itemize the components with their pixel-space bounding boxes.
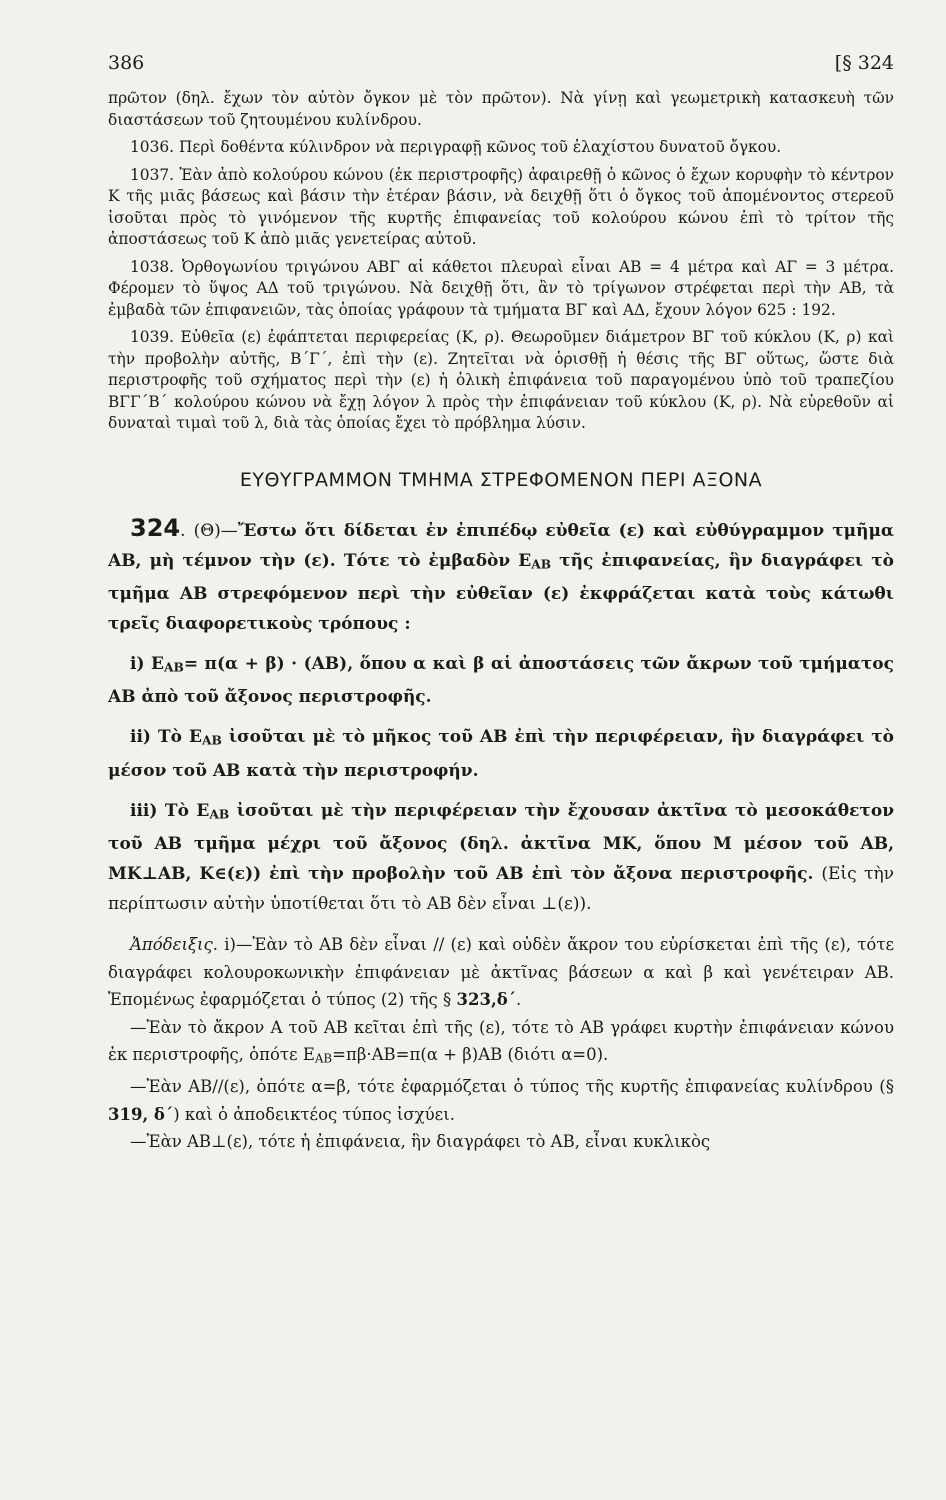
exercise-1039: 1039. Εὐθεῖα (ε) ἐφάπτεται περιφερείας (Κ, ρ). Θεωροῦμεν διάμετρον ΒΓ τοῦ κύκλου (Κ, ρ) καὶ τὴν προβολὴν αὐτῆς, Β΄Γ΄, ἐπὶ τὴν (ε). Ζητεῖται νὰ ὁρισθῇ ἡ θέσις τῆς ΒΓ οὕτως, ὥστε διὰ περιστροφῆς τοῦ σχήματος περὶ τὴν (ε) ἡ ὁλικὴ ἐπιφάνεια τοῦ παραγομένου ὑπὸ τοῦ τραπεζίου ΒΓΓ΄Β΄ κολούρου κώνου νὰ ἔχῃ λόγον λ πρὸς τὴν ἐπιφάνειαν τοῦ κύκλου (Κ, ρ). Νὰ εὑρεθοῦν αἱ δυναταὶ τιμαὶ τοῦ λ, διὰ τὰς ὁποίας ἔχει τὸ πρόβλημα λύσιν.	[108, 328, 894, 432]
proof-paragraph-1: Ἀπόδειξις. i)—Ἐὰν τὸ ΑΒ δὲν εἶναι // (ε) καὶ οὐδὲν ἄκρον του εὑρίσκεται ἐπὶ τῆς (ε), τότε διαγράφει κολουροκωνικὴν ἐπιφάνειαν μὲ ἀκτῖνας βάσεων α καὶ β καὶ γενέτειραν ΑΒ. Ἑπομένως ἐφαρμόζεται ὁ τύπος (2) τῆς § 323,δ΄.	[108, 935, 894, 1010]
theorem-item-i: i) ΕΑΒ= π(α + β) · (ΑΒ), ὅπου α καὶ β αἱ ἀποστάσεις τῶν ἄκρων τοῦ τμήματος ΑΒ ἀπὸ τοῦ ἄξονος περιστροφῆς.	[108, 653, 894, 708]
proof-paragraph-4: —Ἐὰν ΑΒ⊥(ε), τότε ἡ ἐπιφάνεια, ἣν διαγράφει τὸ ΑΒ, εἶναι κυκλικὸς	[130, 1132, 711, 1152]
theorem-note: (Εἰς τὴν περίπτωσιν αὐτὴν ὑποτίθεται ὅτι τὸ ΑΒ δὲν εἶναι ⊥(ε)).	[108, 864, 894, 915]
proof-label: Ἀπόδειξις.	[130, 935, 218, 955]
proof-block	[108, 931, 894, 1155]
theorem-item-ii: ii) Τὸ ΕΑΒ ἰσοῦται μὲ τὸ μῆκος τοῦ ΑΒ ἐπὶ τὴν περιφέρειαν, ἣν διαγράφει τὸ μέσον τοῦ ΑΒ κατὰ τὴν περιστροφήν.	[108, 727, 895, 781]
theorem-statement: 324. (Θ)—Ἔστω ὅτι δίδεται ἐν ἐπιπέδῳ εὐθεῖα (ε) καὶ εὐθύγραμμον τμῆμα ΑΒ, μὴ τέμνον τὴν (ε). Τότε τὸ ἐμβαδὸν ΕΑΒ τῆς ἐπιφανείας, ἣν διαγράφει τὸ τμῆμα ΑΒ στρεφόμενον περὶ τὴν εὐθεῖαν (ε) ἐκφράζεται κατὰ τοὺς κάτωθι τρεῖς διαφορετικοὺς τρόπους :	[108, 513, 894, 634]
theorem-marker: (Θ)—	[193, 520, 238, 541]
proof-paragraph-2: —Ἐὰν τὸ ἄκρον Α τοῦ ΑΒ κεῖται ἐπὶ τῆς (ε), τότε τὸ ΑΒ γράφει κυρτὴν ἐπιφάνειαν κώνου ἐκ περιστροφῆς, ὁπότε ΕΑΒ=πβ·ΑΒ=π(α + β)ΑΒ (διότι α=0).	[108, 1017, 894, 1066]
page-header	[108, 52, 894, 88]
exercise-continuation: πρῶτον (δηλ. ἔχων τὸν αὐτὸν ὄγκον μὲ τὸν πρῶτον). Νὰ γίνῃ καὶ γεωμετρικὴ κατασκευὴ τῶν διαστάσεων τοῦ ζητουμένου κυλίνδρου.	[108, 89, 894, 129]
theorem-block	[108, 513, 894, 920]
exercise-1038: 1038. Ὀρθογωνίου τριγώνου ΑΒΓ αἱ κάθετοι πλευραὶ εἶναι ΑΒ = 4 μέτρα καὶ ΑΓ = 3 μέτρα. Φέρομεν τὸ ὕψος ΑΔ τοῦ τριγώνου. Νὰ δειχθῇ ὅτι, ἂν τὸ τρίγωνον στρέφεται περὶ τὴν ΑΒ, τὰ ἐμβαδὰ τῶν ἐπιφανειῶν, τὰς ὁποίας γράφουν τὰ τμήματα ΒΓ καὶ ΑΔ, ἔχουν λόγον 625 : 192.	[108, 257, 894, 319]
page-number: 386	[108, 52, 145, 74]
book-page	[108, 52, 894, 1156]
proof-paragraph-3: —Ἐὰν ΑΒ//(ε), ὁπότε α=β, τότε ἐφαρμόζεται ὁ τύπος τῆς κυρτῆς ἐπιφανείας κυλίνδρου (§ 319, δ΄) καὶ ὁ ἀποδεικτέος τύπος ἰσχύει.	[108, 1077, 894, 1124]
exercise-1037: 1037. Ἐὰν ἀπὸ κολούρου κώνου (ἐκ περιστροφῆς) ἀφαιρεθῇ ὁ κῶνος ὁ ἔχων κορυφὴν τὸ κέντρον Κ τῆς μιᾶς βάσεως καὶ βάσιν τὴν ἑτέραν βάσιν, νὰ δειχθῇ ὅτι ὁ ὄγκος τοῦ ἀπομένοντος στερεοῦ ἰσοῦται πρὸς τὸ γινόμενον τῆς κυρτῆς ἐπιφανείας τοῦ κολούρου κώνου ἐπὶ τὸ τρίτον τῆς ἀποστάσεως τοῦ Κ ἀπὸ μιᾶς γενετείρας αὐτοῦ.	[108, 165, 894, 248]
exercise-1036: 1036. Περὶ δοθέντα κύλινδρον νὰ περιγραφῇ κῶνος τοῦ ἐλαχίστου δυνατοῦ ὄγκου.	[130, 138, 782, 156]
exercises-block	[108, 88, 894, 435]
section-reference: [§ 324	[834, 52, 894, 74]
theorem-item-iii: iii) Τὸ ΕΑΒ ἰσοῦται μὲ τὴν περιφέρειαν τὴν ἔχουσαν ἀκτῖνα τὸ μεσοκάθετον τοῦ ΑΒ τμῆμα μέχρι τοῦ ἄξονος (δηλ. ἀκτῖνα ΜΚ, ὅπου Μ μέσον τοῦ ΑΒ, ΜΚ⊥ΑΒ, Κ∈(ε)) ἐπὶ τὴν προβολὴν τοῦ ΑΒ ἐπὶ τὸν ἄξονα περιστροφῆς. (Εἰς τὴν περίπτωσιν αὐτὴν ὑποτίθεται ὅτι τὸ ΑΒ δὲν εἶναι ⊥(ε)).	[108, 800, 894, 915]
section-number: 324	[130, 513, 181, 542]
section-heading: ΕΥΘΥΓΡΑΜΜΟΝ ΤΜΗΜΑ ΣΤΡΕΦΟΜΕΝΟΝ ΠΕΡΙ ΑΞΟΝΑ	[239, 468, 763, 491]
